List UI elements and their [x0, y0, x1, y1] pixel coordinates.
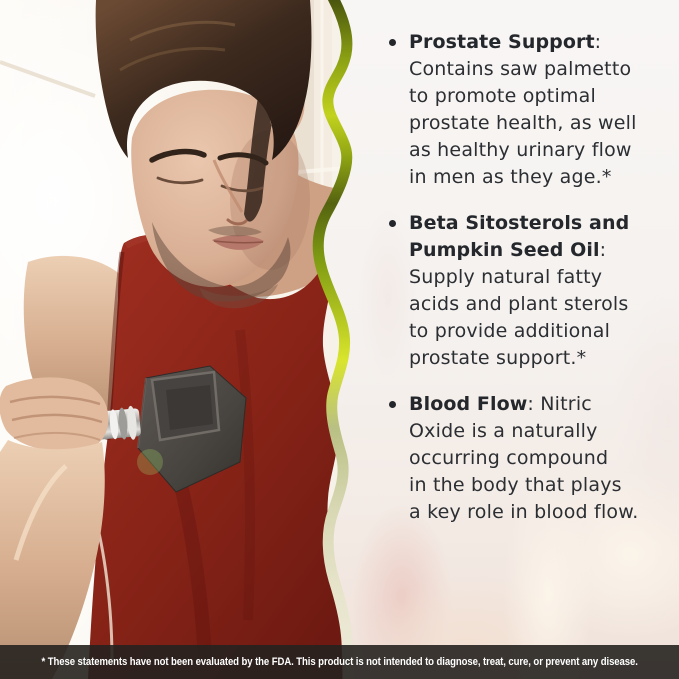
- benefit-line: Beta Sitosterols and: [409, 212, 630, 234]
- benefit-line: Contains saw palmetto: [409, 58, 632, 80]
- benefit-line: occurring compound: [409, 447, 609, 469]
- benefit-line: as healthy urinary flow: [409, 139, 632, 161]
- bullet-icon: [389, 39, 396, 46]
- benefit-line: acids and plant sterols: [409, 293, 629, 315]
- benefit-line: prostate health, as well: [409, 112, 637, 134]
- fda-disclaimer-bar: [0, 645, 679, 679]
- benefit-line: Blood Flow: Nitric: [409, 393, 592, 415]
- lens-flare: [137, 449, 163, 475]
- bullet-icon: [389, 401, 396, 408]
- fda-disclaimer-text: * These statements have not been evaluated by the FDA. This product is not intended to diagnose, treat, cure, or prevent any disease.: [41, 656, 638, 668]
- benefit-line: to promote optimal: [409, 85, 596, 107]
- benefit-line: Supply natural fatty: [409, 266, 603, 288]
- benefit-line: Prostate Support:: [409, 31, 602, 53]
- benefit-item: [386, 391, 678, 526]
- benefit-list: [386, 29, 678, 545]
- benefit-line: Oxide is a naturally: [409, 420, 598, 442]
- benefit-line: in men as they age.*: [409, 166, 612, 188]
- benefit-item: [386, 29, 678, 191]
- benefit-line: a key role in blood flow.: [409, 501, 639, 523]
- benefit-item: [386, 210, 678, 372]
- benefit-line: prostate support.*: [409, 347, 587, 369]
- benefit-line: in the body that plays: [409, 474, 622, 496]
- benefit-line: to provide additional: [409, 320, 611, 342]
- bullet-icon: [389, 220, 396, 227]
- benefit-line: Pumpkin Seed Oil:: [409, 239, 607, 261]
